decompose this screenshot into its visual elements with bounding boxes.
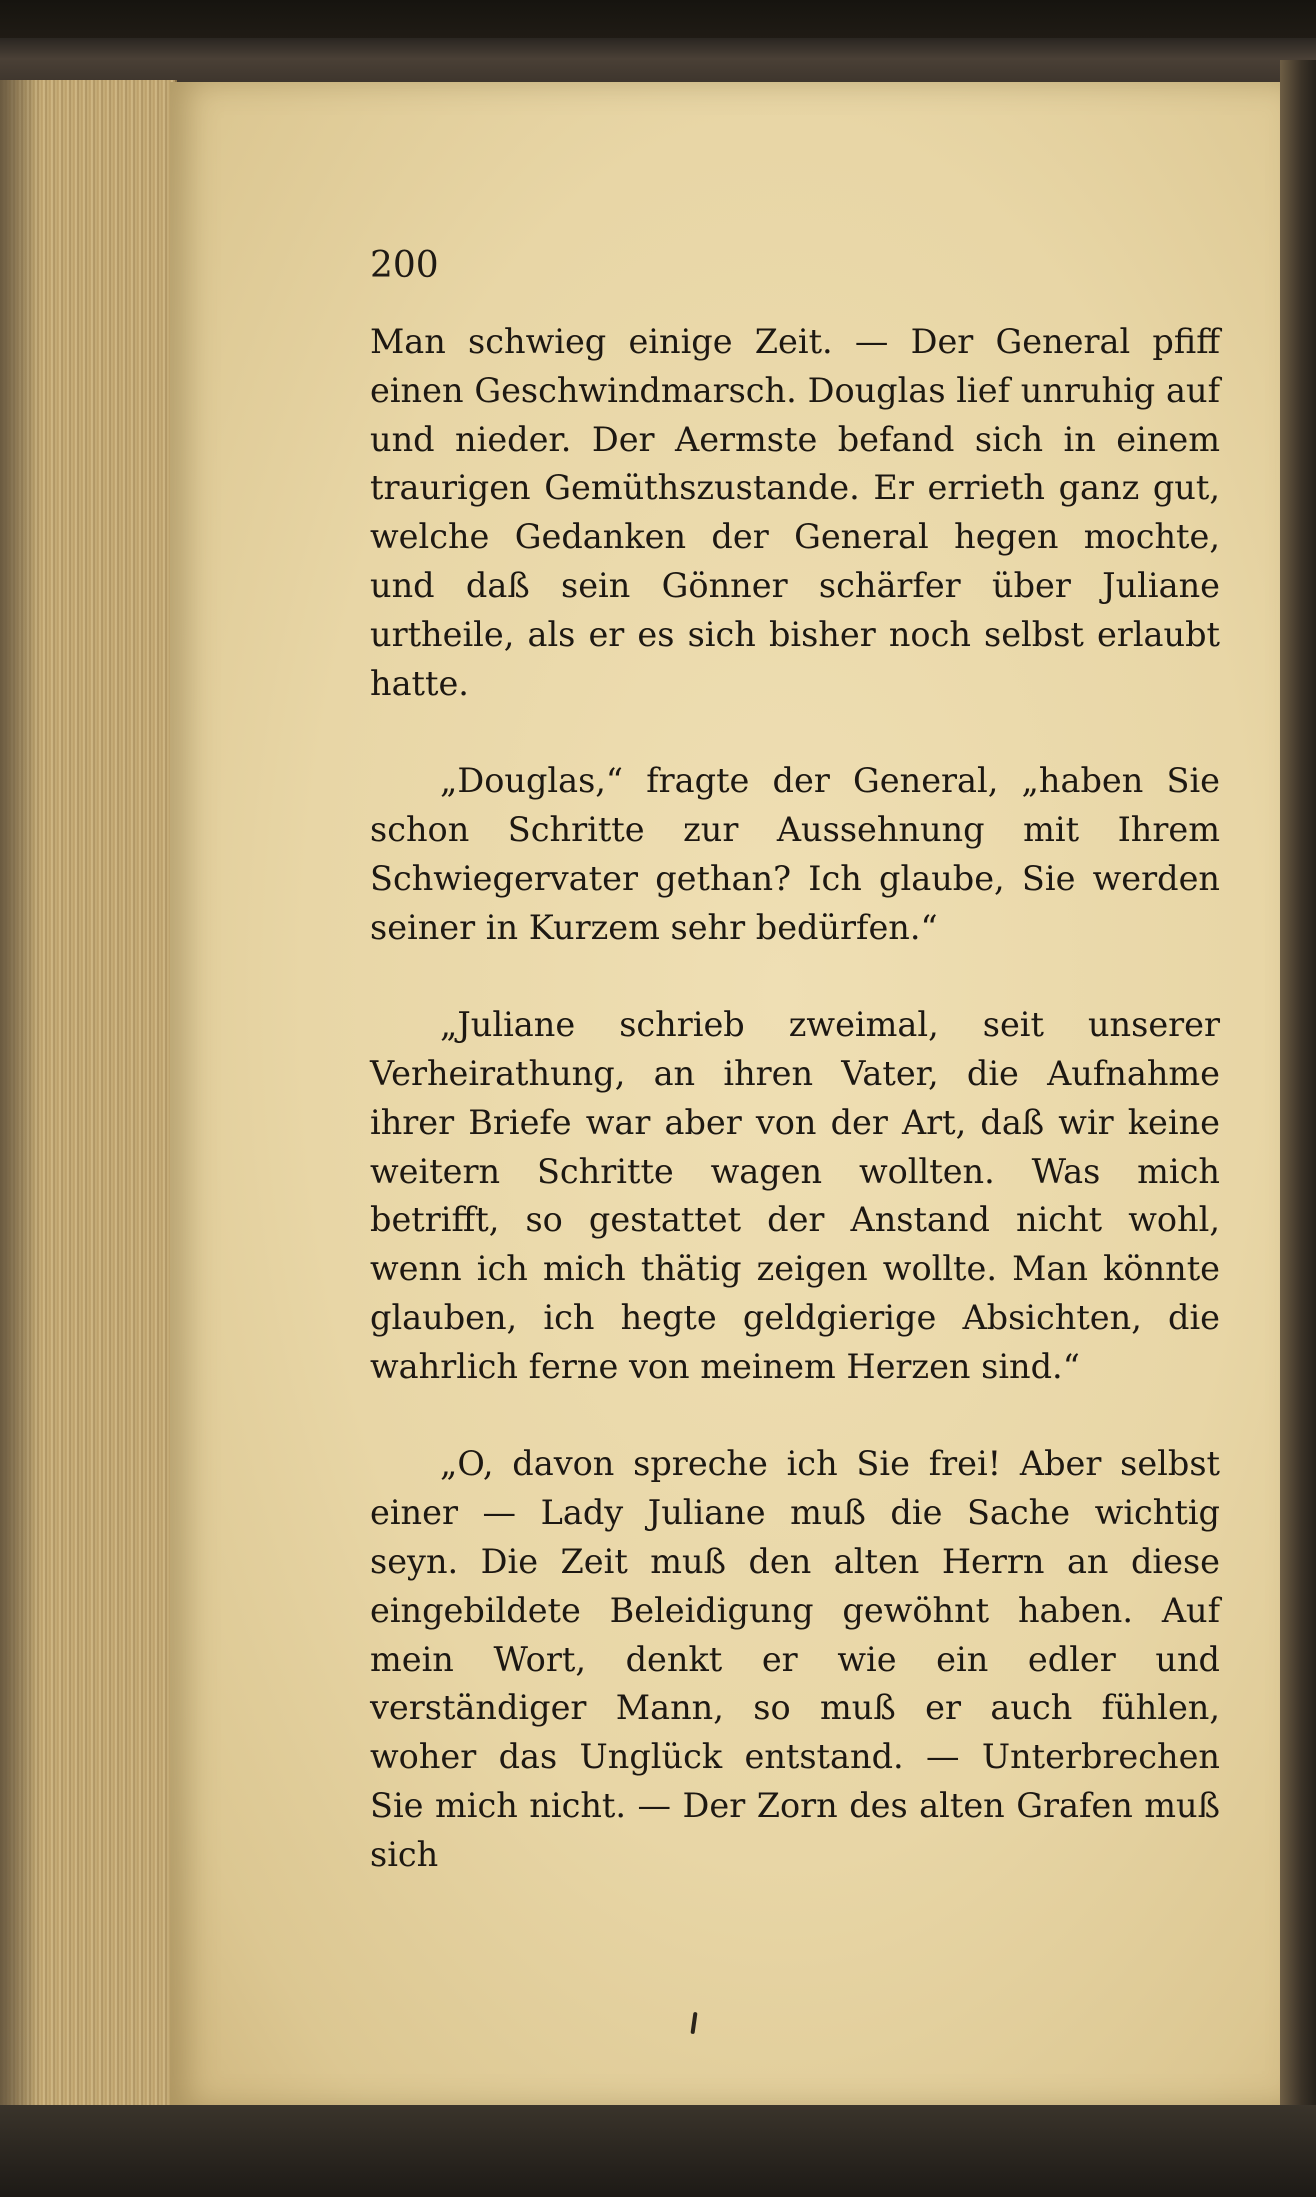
book-cover-bottom [0,2105,1316,2197]
paragraph-1: Man schwieg einige Zeit. — Der General pfiff einen Geschwindmarsch. Douglas lief unruhig auf und nieder. Der Aermste befand sich in einem traurigen Gemüthszustande. Er errieth ganz gut, welche Gedanken der General hegen mochte, und daß sein Gönner schärfer über Juliane urtheile, als er es sich bisher noch selbst erlaubt hatte. [370,322,1220,703]
paragraph-3: „Juliane schrieb zweimal, seit unserer Verheirathung, an ihren Vater, die Aufnahme ihrer Briefe war aber von der Art, daß wir keine weitern Schritte wagen wollten. Was mich betrifft, so gestattet der Anstand nicht wohl, wenn ich mich thätig zeigen wollte. Man könnte glauben, ich hegte geldgierige Absichten, die wahrlich ferne von meinem Herzen sind.“ [370,1005,1220,1386]
paragraph-2: „Douglas,“ fragte der General, „haben Sie schon Schritte zur Aussehnung mit Ihrem Schwiegervater gethan? Ich glaube, Sie werden seiner in Kurzem sehr bedürfen.“ [370,761,1220,947]
paragraph-4: „O, davon spreche ich Sie frei! Aber selbst einer — Lady Juliane muß die Sache wichtig seyn. Die Zeit muß den alten Herrn an diese eingebildete Beleidigung gewöhnt haben. Auf mein Wort, denkt er wie ein edler und verständiger Mann, so muß er auch fühlen, woher das Unglück entstand. — Unterbrechen Sie mich nicht. — Der Zorn des alten Grafen muß sich [370,1444,1220,1874]
page-edges [0,80,177,2110]
book-cover-right [1280,60,1316,2120]
page-number: 200 [370,245,439,286]
page-text [370,318,1220,1880]
